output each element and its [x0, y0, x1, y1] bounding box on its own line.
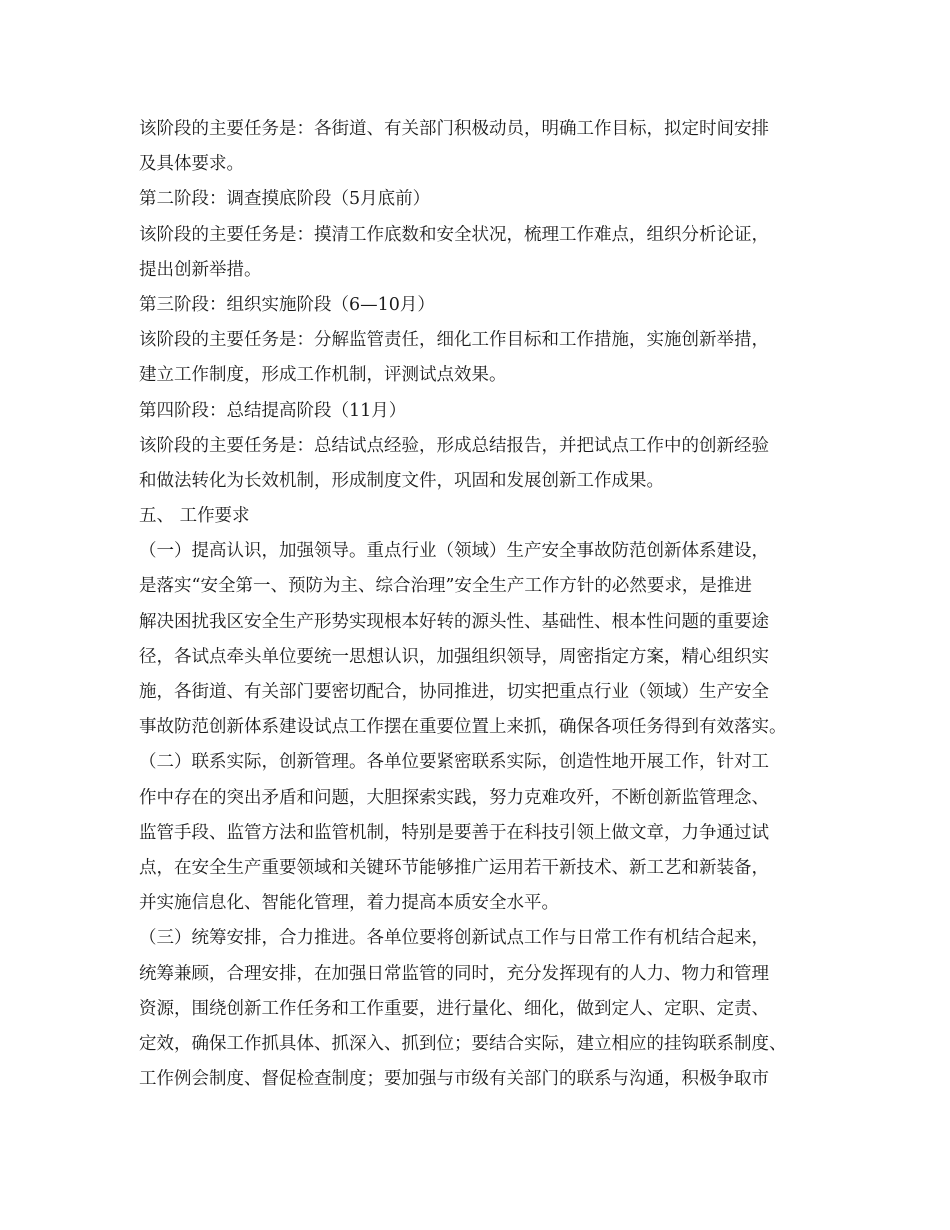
text-line: 建立工作制度，形成工作机制，评测试点效果。 — [139, 365, 507, 386]
text-line: 和做法转化为长效机制，形成制度文件，巩固和发展创新工作成果。 — [139, 470, 664, 491]
document-body — [139, 112, 829, 1097]
text-line: 施，各街道、有关部门要密切配合，协同推进，切实把重点行业（领域）生产安全 — [139, 682, 769, 702]
text-line: 点，在安全生产重要领域和关键环节能够推广运用若干新技术、新工艺和新装备， — [139, 857, 769, 878]
text-line: 该阶段的主要任务是：总结试点经验，形成总结报告，并把试点工作中的创新经验 — [139, 435, 769, 456]
text-line: 工作例会制度、督促检查制度；要加强与市级有关部门的联系与沟通，积极争取市 — [139, 1069, 769, 1090]
text-line: 是落实“安全第一、预防为主、综合治理”安全生产工作方针的必然要求，是推进 — [139, 576, 752, 597]
stage-heading: 第三阶段：组织实施阶段（6—10月） — [139, 294, 435, 315]
text-line: 径，各试点牵头单位要统一思想认识，加强组织领导，周密指定方案，精心组织实 — [139, 646, 769, 667]
text-line: 事故防范创新体系建设试点工作摆在重要位置上来抓，确保各项任务得到有效落实。 — [139, 717, 787, 738]
text-line: 提出创新举措。 — [139, 259, 262, 280]
section-heading: 五、 工作要求 — [139, 506, 250, 527]
text-line: 及具体要求。 — [139, 154, 244, 175]
text-line: （三）统筹安排，合力推进。各单位要将创新试点工作与日常工作有机结合起来， — [139, 928, 769, 949]
text-line: （一）提高认识，加强领导。重点行业（领域）生产安全事故防范创新体系建设， — [139, 541, 769, 562]
text-line: 该阶段的主要任务是：分解监管责任，细化工作目标和工作措施，实施创新举措， — [139, 330, 769, 351]
text-line: 该阶段的主要任务是：各街道、有关部门积极动员，明确工作目标，拟定时间安排 — [139, 119, 769, 139]
text-line: 资源，围绕创新工作任务和工作重要，进行量化、细化，做到定人、定职、定责、 — [139, 998, 769, 1019]
text-line: 作中存在的突出矛盾和问题，大胆探索实践，努力克难攻歼，不断创新监管理念、 — [139, 787, 769, 808]
text-line: （二）联系实际，创新管理。各单位要紧密联系实际，创造性地开展工作，针对工 — [139, 752, 769, 773]
text-line: 解决困扰我区安全生产形势实现根本好转的源头性、基础性、根本性问题的重要途 — [139, 611, 769, 632]
stage-heading: 第二阶段：调查摸底阶段（5月底前） — [139, 189, 431, 210]
text-line: 统筹兼顾，合理安排，在加强日常监管的同时，充分发挥现有的人力、物力和管理 — [139, 963, 769, 984]
text-line: 该阶段的主要任务是：摸清工作底数和安全状况，梳理工作难点，组织分析论证， — [139, 224, 769, 245]
text-line: 监管手段、监管方法和监管机制，特别是要善于在科技引领上做文章，力争通过试 — [139, 822, 769, 843]
text-line: 并实施信息化、智能化管理，着力提高本质安全水平。 — [139, 893, 559, 914]
stage-heading: 第四阶段：总结提高阶段（11月） — [139, 400, 407, 421]
text-line: 定效，确保工作抓具体、抓深入、抓到位；要结合实际，建立相应的挂钩联系制度、 — [139, 1033, 787, 1054]
